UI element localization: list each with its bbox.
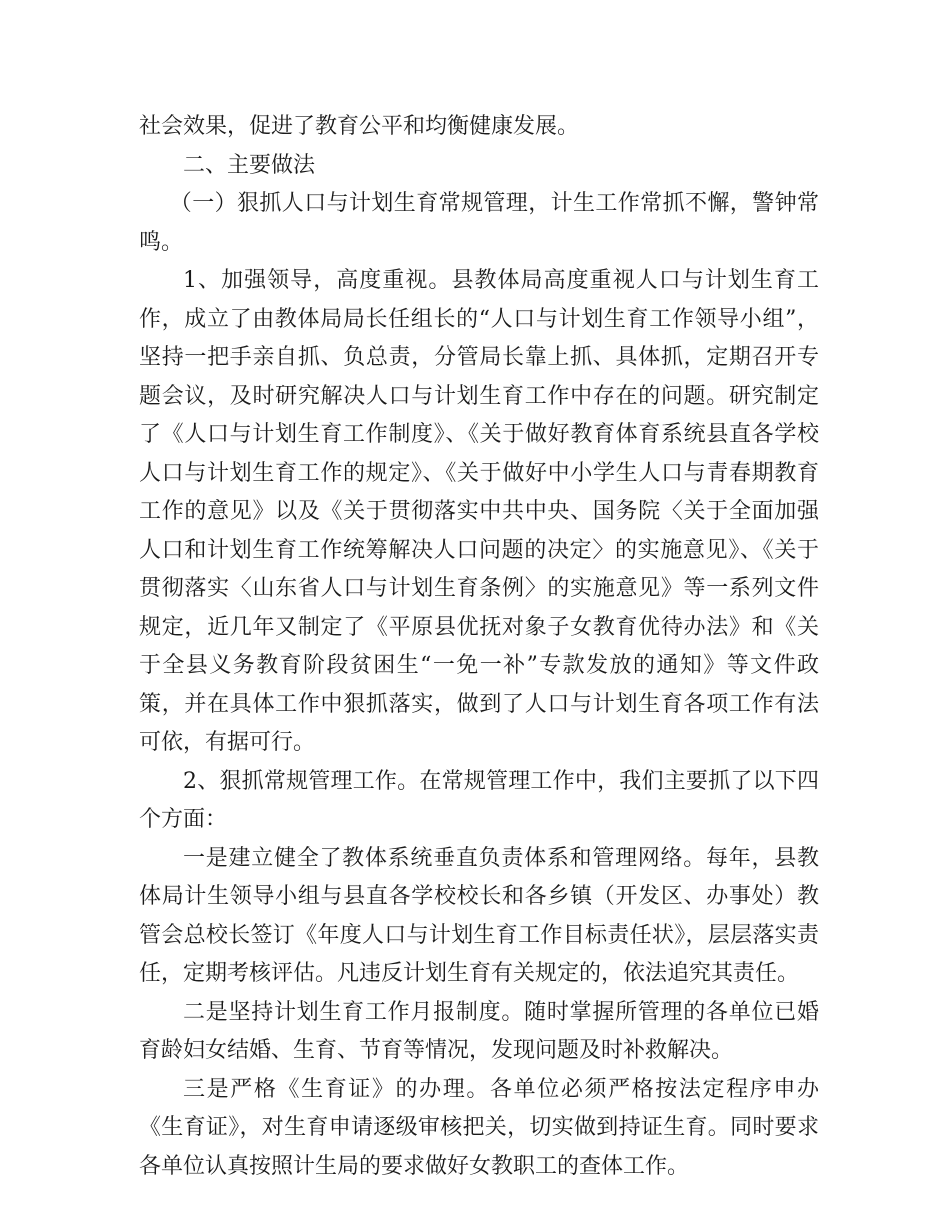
section-heading-main-practices: 二、主要做法 — [183, 152, 316, 178]
paragraph-point-two: 二是坚持计划生育工作月报制度。随时掌握所管理的各单位已婚育龄妇女结婚、生育、节育等情况，发现问题及时补救解决。 — [139, 999, 819, 1063]
subsection-heading-1: （一）狠抓人口与计划生育常规管理，计生工作常抓不懈，警钟常鸣。 — [139, 191, 819, 255]
paragraph-point-three: 三是严格《生育证》的办理。各单位必须严格按法定程序申办《生育证》，对生育申请逐级审核把关，切实做到持证生育。同时要求各单位认真按照计生局的要求做好女教职工的查体工作。 — [139, 1076, 819, 1179]
paragraph-continuation: 社会效果，促进了教育公平和均衡健康发展。 — [139, 114, 580, 139]
paragraph-point-one: 一是建立健全了教体系统垂直负责体系和管理网络。每年，县教体局计生领导小组与县直各学校校长和各乡镇（开发区、办事处）教管会总校长签订《年度人口与计划生育工作目标责任状》，层层落实责任，定期考核评估。凡违反计划生育有关规定的，依法追究其责任。 — [139, 845, 819, 986]
paragraph-routine-management: 2、狠抓常规管理工作。在常规管理工作中，我们主要抓了以下四个方面： — [139, 768, 819, 832]
paragraph-leadership: 1、加强领导，高度重视。县教体局高度重视人口与计划生育工作，成立了由教体局局长任组长的“人口与计划生育工作领导小组”，坚持一把手亲自抓、负总责，分管局长靠上抓、具体抓，定期召开专题会议，及时研究解决人口与计划生育工作中存在的问题。研究制定了《人口与计划生育工作制度》、《关于做好教育体育系统县直各学校人口与计划生育工作的规定》、《关于做好中小学生人口与青春期教育工作的意见》以及《关于贯彻落实中共中央、国务院〈关于全面加强人口和计划生育工作统筹解决人口问题的决定〉的实施意见》、《关于贯彻落实〈山东省人口与计划生育条例〉的实施意见》等一系列文件规定，近几年又制定了《平原县优抚对象子女教育优待办法》和《关于全县义务教育阶段贫困生“一免一补”专款发放的通知》等文件政策，并在具体工作中狠抓落实，做到了人口与计划生育各项工作有法可依，有据可行。 — [139, 268, 819, 755]
document-page — [139, 108, 819, 1186]
